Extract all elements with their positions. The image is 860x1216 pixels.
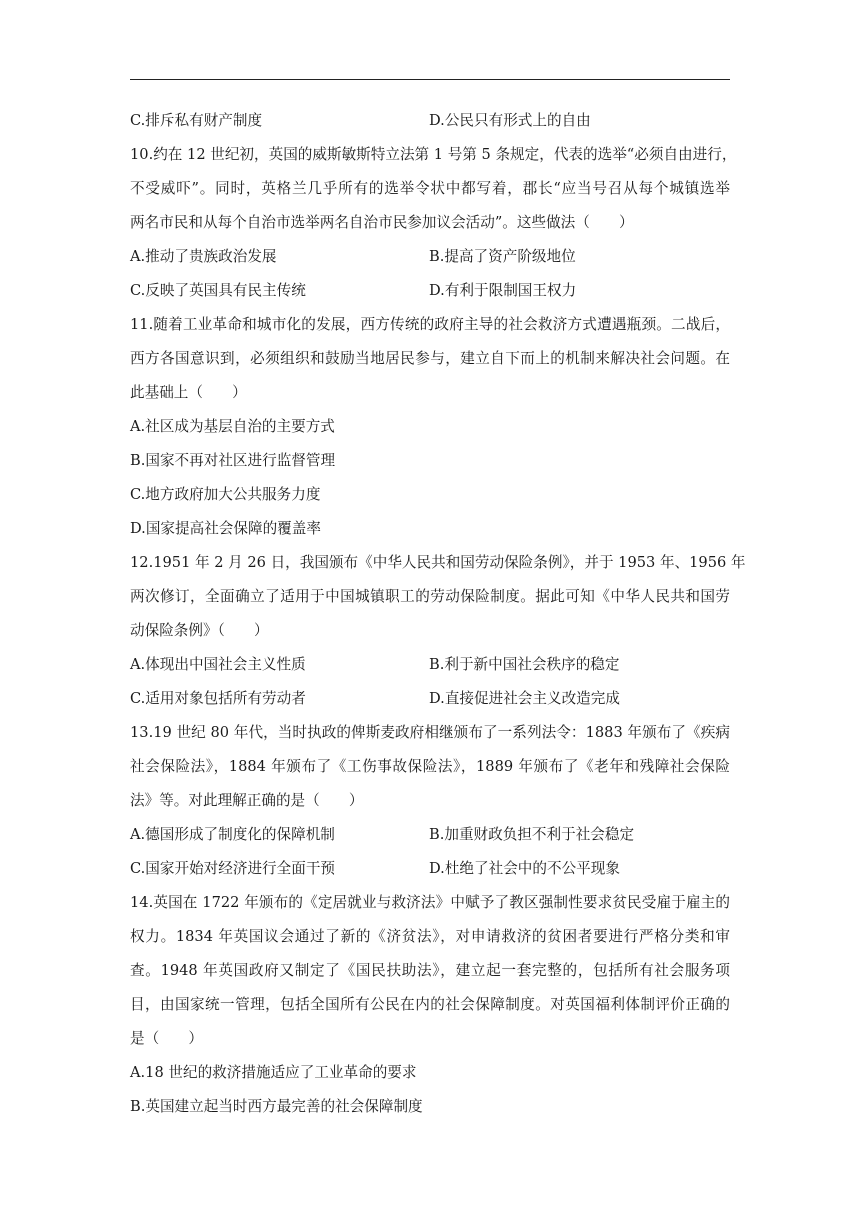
- q11-stem-line-1: 11.随着工业革命和城市化的发展，西方传统的政府主导的社会救济方式遭遇瓶颈。二战后，: [130, 316, 730, 333]
- q14-stem-line-1: 14.英国在 1722 年颁布的《定居就业与救济法》中赋予了教区强制性要求贫民受雇于雇主的: [130, 894, 730, 911]
- header-rule: [130, 79, 730, 80]
- q10-stem-line-2: 不受威吓”。同时，英格兰几乎所有的选举令状中都写着，郡长“应当号召从每个城镇选举: [130, 180, 730, 197]
- q14-stem-line-5: 是（ ）: [130, 1030, 203, 1047]
- q13-stem-line-1: 13.19 世纪 80 年代，当时执政的俾斯麦政府相继颁布了一系列法令：1883 年颁布了《疾病: [130, 724, 730, 741]
- q14-stem-line-2: 权力。1834 年英国议会通过了新的《济贫法》，对申请救济的贫困者要进行严格分类和审: [130, 928, 730, 945]
- q12-stem-line-3: 动保险条例》（ ）: [130, 622, 269, 639]
- q9-option-c: C.排斥私有财产制度: [130, 112, 263, 129]
- q12-option-b: B.利于新中国社会秩序的稳定: [429, 656, 620, 673]
- q10-option-d: D.有利于限制国王权力: [429, 282, 577, 299]
- q12-stem-line-1: 12.1951 年 2 月 26 日，我国颁布《中华人民共和国劳动保险条例》，并于 1953 年、1956 年: [130, 554, 746, 571]
- q13-stem-line-3: 法》等。对此理解正确的是（ ）: [130, 792, 364, 809]
- q9-option-d: D.公民只有形式上的自由: [429, 112, 591, 129]
- q10-option-a: A.推动了贵族政治发展: [130, 248, 277, 265]
- q11-stem-line-3: 此基础上（ ）: [130, 384, 247, 401]
- q12-option-a: A.体现出中国社会主义性质: [130, 656, 306, 673]
- q10-option-b: B.提高了资产阶级地位: [429, 248, 576, 265]
- q11-option-b: B.国家不再对社区进行监督管理: [130, 452, 336, 469]
- q12-option-c: C.适用对象包括所有劳动者: [130, 690, 306, 707]
- q11-option-c: C.地方政府加大公共服务力度: [130, 486, 321, 503]
- q10-option-c: C.反映了英国具有民主传统: [130, 282, 306, 299]
- q13-stem-line-2: 社会保险法》，1884 年颁布了《工伤事故保险法》，1889 年颁布了《老年和残障社会保险: [130, 758, 730, 775]
- q13-option-d: D.杜绝了社会中的不公平现象: [429, 860, 620, 877]
- q13-option-c: C.国家开始对经济进行全面干预: [130, 860, 336, 877]
- q10-stem-line-3: 两名市民和从每个自治市选举两名自治市民参加议会活动”。这些做法（ ）: [130, 214, 634, 231]
- q10-stem-line-1: 10.约在 12 世纪初，英国的威斯敏斯特立法第 1 号第 5 条规定，代表的选举“必须自由进行，: [130, 146, 737, 163]
- q12-stem-line-2: 两次修订，全面确立了适用于中国城镇职工的劳动保险制度。据此可知《中华人民共和国劳: [130, 588, 730, 605]
- q14-option-b: B.英国建立起当时西方最完善的社会保障制度: [130, 1098, 423, 1115]
- q11-stem-line-2: 西方各国意识到，必须组织和鼓励当地居民参与，建立自下而上的机制来解决社会问题。在: [130, 350, 730, 367]
- q13-option-a: A.德国形成了制度化的保障机制: [130, 826, 335, 843]
- q14-option-a: A.18 世纪的救济措施适应了工业革命的要求: [130, 1064, 417, 1081]
- q11-option-d: D.国家提高社会保障的覆盖率: [130, 520, 321, 537]
- q14-stem-line-4: 目，由国家统一管理，包括全国所有公民在内的社会保障制度。对英国福利体制评价正确的: [130, 996, 730, 1013]
- q13-option-b: B.加重财政负担不利于社会稳定: [429, 826, 635, 843]
- q14-stem-line-3: 查。1948 年英国政府又制定了《国民扶助法》，建立起一套完整的，包括所有社会服务项: [130, 962, 730, 979]
- q12-option-d: D.直接促进社会主义改造完成: [429, 690, 620, 707]
- q11-option-a: A.社区成为基层自治的主要方式: [130, 418, 335, 435]
